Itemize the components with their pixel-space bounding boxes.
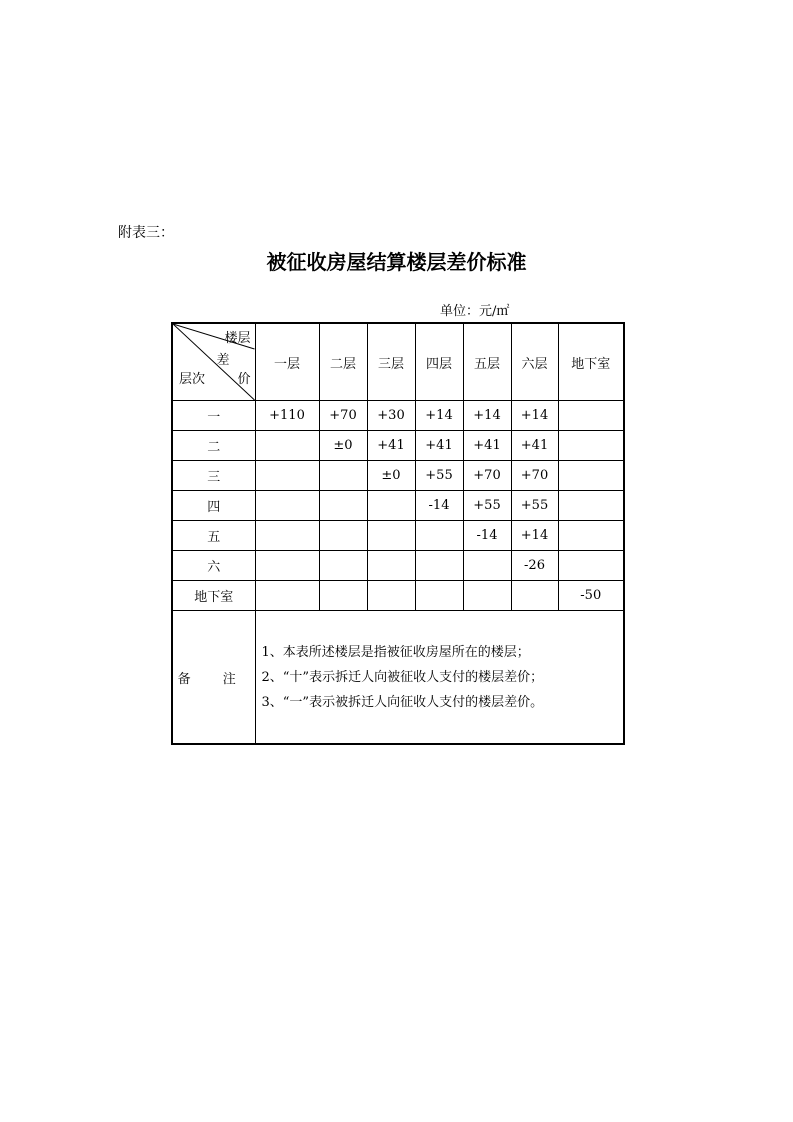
table-cell: -50 bbox=[558, 581, 624, 611]
table-cell: ±0 bbox=[367, 461, 415, 491]
column-header: 六层 bbox=[511, 323, 558, 401]
corner-diff-label-top: 差 bbox=[216, 353, 230, 368]
note-line: 3、“一”表示被拆迁人向征收人支付的楼层差价。 bbox=[261, 694, 544, 710]
table-row bbox=[172, 581, 624, 611]
table-cell bbox=[558, 491, 624, 521]
page-title: 被征收房屋结算楼层差价标准 bbox=[266, 250, 527, 274]
corner-diff-label-bottom: 价 bbox=[237, 372, 251, 387]
table-cell bbox=[319, 521, 367, 551]
table-cell: +70 bbox=[319, 401, 367, 431]
column-header: 三层 bbox=[367, 323, 415, 401]
table-cell bbox=[319, 551, 367, 581]
row-label: 五 bbox=[172, 521, 255, 551]
table-cell: +70 bbox=[463, 461, 511, 491]
table-cell bbox=[463, 581, 511, 611]
table-cell: +14 bbox=[511, 521, 558, 551]
table-cell bbox=[255, 461, 319, 491]
row-label: 地下室 bbox=[172, 581, 255, 611]
corner-cell bbox=[172, 323, 255, 401]
table-row bbox=[172, 431, 624, 461]
notes-body bbox=[255, 611, 624, 745]
table-cell: -14 bbox=[463, 521, 511, 551]
table-cell bbox=[319, 461, 367, 491]
table-cell: +41 bbox=[367, 431, 415, 461]
table-row bbox=[172, 461, 624, 491]
table-cell bbox=[558, 461, 624, 491]
table-cell: +14 bbox=[415, 401, 463, 431]
row-label: 二 bbox=[172, 431, 255, 461]
table-cell bbox=[558, 401, 624, 431]
table-cell bbox=[255, 431, 319, 461]
table-cell bbox=[255, 521, 319, 551]
table-cell: +41 bbox=[415, 431, 463, 461]
table-cell: +55 bbox=[463, 491, 511, 521]
floor-price-table bbox=[171, 322, 625, 745]
table-cell bbox=[367, 551, 415, 581]
column-header: 五层 bbox=[463, 323, 511, 401]
note-line: 2、“十”表示拆迁人向被征收人支付的楼层差价； bbox=[261, 669, 544, 685]
header-row bbox=[172, 323, 624, 401]
table-cell bbox=[511, 581, 558, 611]
table-row bbox=[172, 521, 624, 551]
table-cell bbox=[463, 551, 511, 581]
table-cell: +55 bbox=[415, 461, 463, 491]
column-header: 地下室 bbox=[558, 323, 624, 401]
table-cell: +41 bbox=[463, 431, 511, 461]
table-row bbox=[172, 551, 624, 581]
table-cell bbox=[319, 491, 367, 521]
table-cell bbox=[415, 581, 463, 611]
table-cell: -14 bbox=[415, 491, 463, 521]
table-cell: ±0 bbox=[319, 431, 367, 461]
column-header: 二层 bbox=[319, 323, 367, 401]
table-cell bbox=[558, 551, 624, 581]
table-row bbox=[172, 401, 624, 431]
table-cell bbox=[255, 581, 319, 611]
row-label: 六 bbox=[172, 551, 255, 581]
corner-level-label: 层次 bbox=[179, 372, 206, 387]
table-cell: +70 bbox=[511, 461, 558, 491]
table-cell: +110 bbox=[255, 401, 319, 431]
appendix-label: 附表三： bbox=[118, 225, 174, 241]
table-cell bbox=[319, 581, 367, 611]
notes-label: 备 注 bbox=[172, 611, 255, 745]
table-cell: +55 bbox=[511, 491, 558, 521]
table-cell bbox=[558, 521, 624, 551]
table-cell: +41 bbox=[511, 431, 558, 461]
table-cell: +14 bbox=[463, 401, 511, 431]
table-cell bbox=[367, 581, 415, 611]
note-line: 1、本表所述楼层是指被征收房屋所在的楼层； bbox=[261, 644, 530, 660]
table-row bbox=[172, 491, 624, 521]
table-cell: -26 bbox=[511, 551, 558, 581]
row-label: 三 bbox=[172, 461, 255, 491]
table-cell bbox=[255, 491, 319, 521]
row-label: 四 bbox=[172, 491, 255, 521]
table-cell bbox=[558, 431, 624, 461]
corner-floor-label: 楼层 bbox=[224, 331, 251, 346]
notes-row bbox=[172, 611, 624, 745]
row-label: 一 bbox=[172, 401, 255, 431]
table-cell bbox=[367, 491, 415, 521]
table-body bbox=[172, 401, 624, 611]
table-cell bbox=[255, 551, 319, 581]
table-cell: +14 bbox=[511, 401, 558, 431]
table-cell: +30 bbox=[367, 401, 415, 431]
table-cell bbox=[415, 521, 463, 551]
table-cell bbox=[367, 521, 415, 551]
table-cell bbox=[415, 551, 463, 581]
column-header: 四层 bbox=[415, 323, 463, 401]
unit-label: 单位：元/㎡ bbox=[440, 304, 510, 319]
column-header: 一层 bbox=[255, 323, 319, 401]
